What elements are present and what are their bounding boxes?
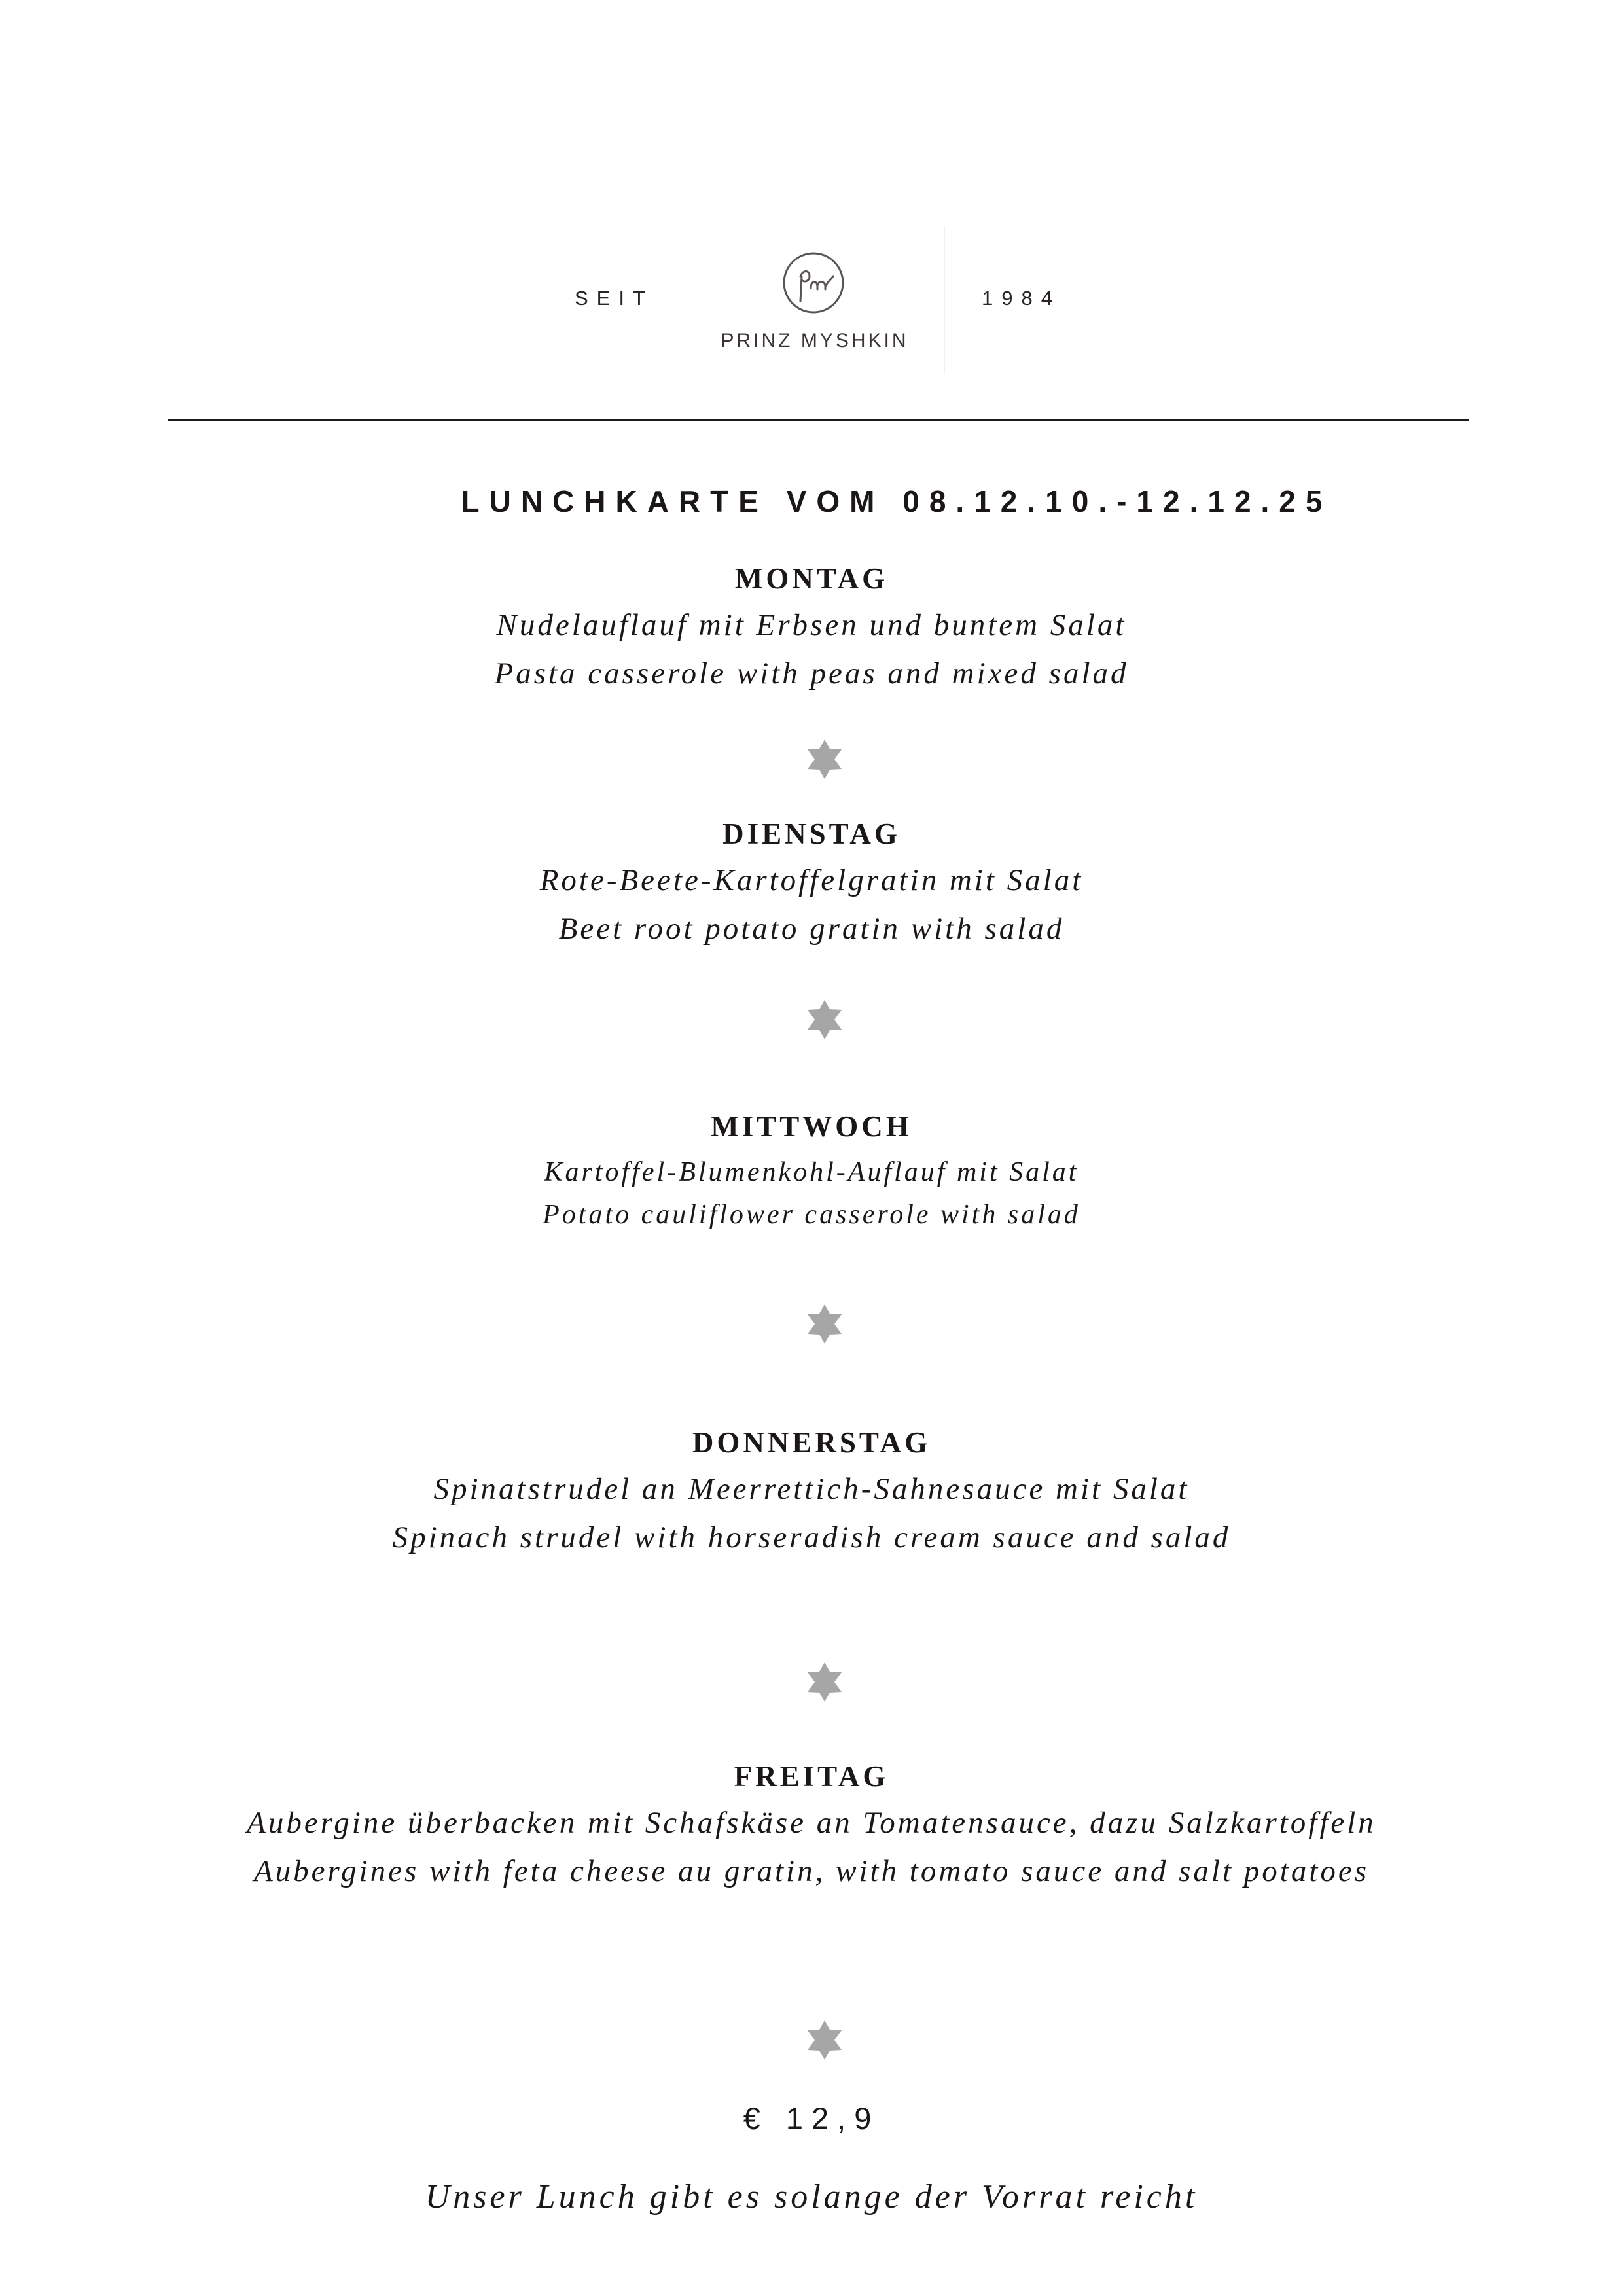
dish-en-tuesday: Beet root potato gratin with salad — [558, 912, 1065, 946]
dish-en-monday: Pasta casserole with peas and mixed salad — [494, 656, 1129, 691]
day-heading-monday: MONTAG — [734, 562, 889, 595]
day-heading-friday: FREITAG — [734, 1760, 889, 1793]
brand-name: PRINZ MYSHKIN — [721, 330, 909, 351]
availability-note: Unser Lunch gibt es solange der Vorrat reicht — [425, 2178, 1198, 2215]
star-icon — [805, 740, 844, 779]
day-heading-thursday: DONNERSTAG — [692, 1426, 931, 1459]
star-icon — [805, 1304, 844, 1344]
star-icon — [805, 1662, 844, 1702]
dish-de-wednesday: Kartoffel-Blumenkohl-Auflauf mit Salat — [544, 1157, 1079, 1187]
day-heading-wednesday: MITTWOCH — [711, 1110, 912, 1143]
star-icon — [805, 1000, 844, 1039]
star-icon — [805, 2020, 844, 2060]
dish-de-friday: Aubergine überbacken mit Schafskäse an Tomatensauce, dazu Salzkartoffeln — [247, 1806, 1376, 1840]
logo-divider — [944, 226, 945, 373]
dish-de-thursday: Spinatstrudel an Meerrettich-Sahnesauce mit Salat — [433, 1472, 1190, 1506]
header-rule — [168, 419, 1469, 421]
dish-en-thursday: Spinach strudel with horseradish cream sauce and salad — [392, 1520, 1231, 1554]
dish-en-friday: Aubergines with feta cheese au gratin, with tomato sauce and salt potatoes — [253, 1854, 1370, 1888]
price: € 12,9 — [743, 2101, 880, 2136]
menu-title: LUNCHKARTE VOM 08.12.10.-12.12.25 — [461, 484, 1332, 518]
dish-de-monday: Nudelauflauf mit Erbsen und buntem Salat — [496, 608, 1127, 642]
day-heading-tuesday: DIENSTAG — [722, 817, 901, 850]
since-label: SEIT — [575, 287, 654, 310]
dish-en-wednesday: Potato cauliflower casserole with salad — [543, 1200, 1080, 1230]
pm-monogram-logo — [781, 250, 846, 315]
dish-de-tuesday: Rote-Beete-Kartoffelgratin mit Salat — [539, 863, 1084, 897]
founding-year: 1984 — [982, 287, 1061, 310]
